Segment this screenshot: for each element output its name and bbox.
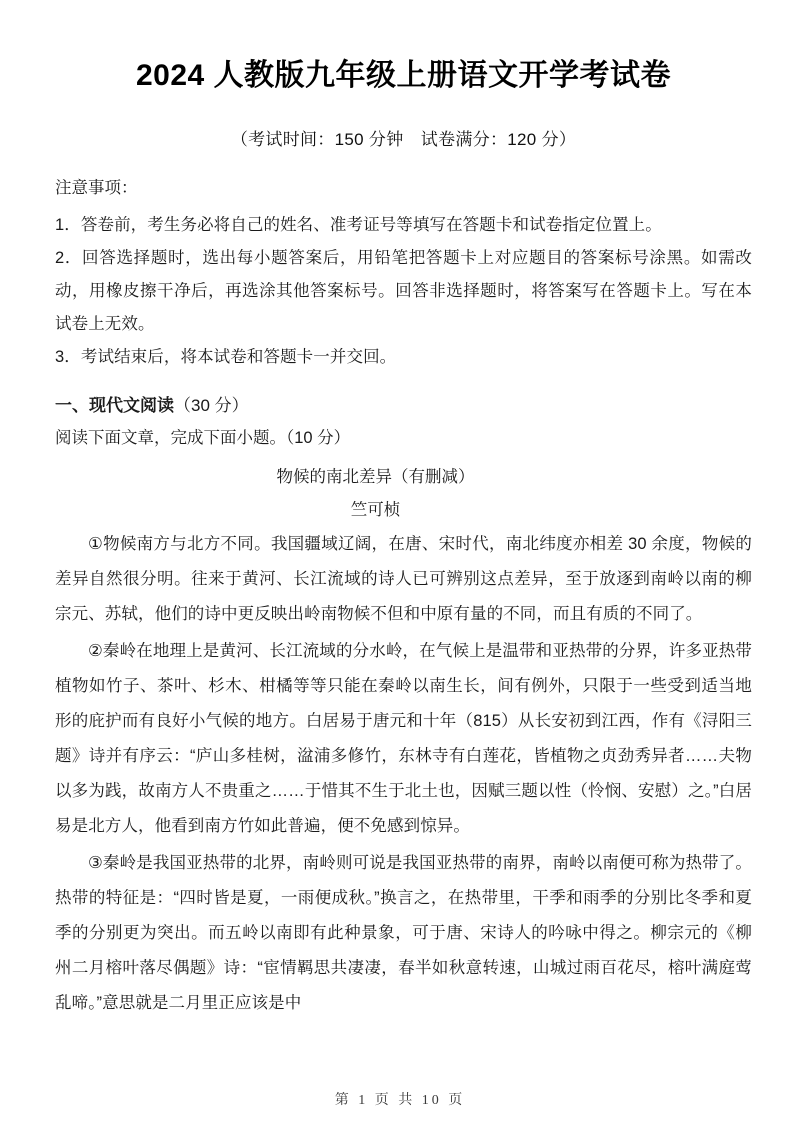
notice-item-3: 3．考试结束后，将本试卷和答题卡一并交回。: [55, 347, 397, 366]
notice-section: [55, 150, 752, 374]
exam-info-subtitle: （考试时间：150 分钟 试卷满分：120 分）: [230, 130, 577, 149]
page-content: [55, 0, 752, 1021]
section-heading: [55, 374, 752, 422]
section-prompt: 阅读下面文章，完成下面小题。（10 分）: [55, 429, 351, 448]
page-title: 2024 人教版九年级上册语文开学考试卷: [135, 59, 672, 92]
section-heading-score: （30 分）: [174, 395, 249, 415]
section-heading-label: 一、现代文阅读: [55, 395, 174, 415]
article-paragraph-2: ②秦岭在地理上是黄河、长江流域的分水岭，在气候上是温带和亚热带的分界，许多亚热带植物如竹子、茶叶、杉木、柑橘等等只能在秦岭以南生长，间有例外，只限于一些受到适当地形的庇护而有良好小气候的地方。白居易于唐元和十年（815）从长安初到江西，作有《浔阳三题》诗并有序云：“庐山多桂树，湓浦多修竹，东林寺有白莲花，皆植物之贞劲秀异者……夫物以多为践，故南方人不贵重之……于惜其不生于北土也，因赋三题以性（怜悯、安慰）之。”白居易是北方人，他看到南方竹如此普遍，便不免感到惊异。: [55, 642, 752, 835]
article-paragraph-3: ③秦岭是我国亚热带的北界，南岭则可说是我国亚热带的南界，南岭以南便可称为热带了。热带的特征是：“四时皆是夏，一雨便成秋。”换言之，在热带里，干季和雨季的分别比冬季和夏季的分别更为突出。而五岭以南即有此种景象，可于唐、宋诗人的吟咏中得之。柳宗元的《柳州二月榕叶落尽偶题》诗：“宦情羁思共凄凄，春半如秋意转速，山城过雨百花尽，榕叶满庭莺乱啼。”意思就是二月里正应该是中: [55, 853, 752, 1012]
article-author: 竺可桢: [350, 501, 401, 520]
notice-item-2: 2．回答选择题时，选出每小题答案后，用铅笔把答题卡上对应题目的答案标号涂黑。如需改动，用橡皮擦干净后，再选涂其他答案标号。回答非选择题时，将答案写在答题卡上。写在本试卷上无效。: [55, 248, 752, 333]
article-paragraph-1: ①物候南方与北方不同。我国疆域辽阔，在唐、宋时代，南北纬度亦相差 30 余度，物候的差异自然很分明。往来于黄河、长江流域的诗人已可辨别这点差异，至于放逐到南岭以南的柳宗元、苏轼，他们的诗中更反映出岭南物候不但和中原有量的不同，而且有质的不同了。: [55, 535, 752, 624]
notice-heading: 注意事项：: [55, 179, 138, 197]
article-title: 物候的南北差异（有删减）: [276, 468, 475, 487]
notice-item-1: 1．答卷前，考生务必将自己的姓名、准考证号等填写在答题卡和试卷指定位置上。: [55, 215, 662, 234]
page-footer: 第 1 页 共 10 页: [334, 1093, 466, 1108]
